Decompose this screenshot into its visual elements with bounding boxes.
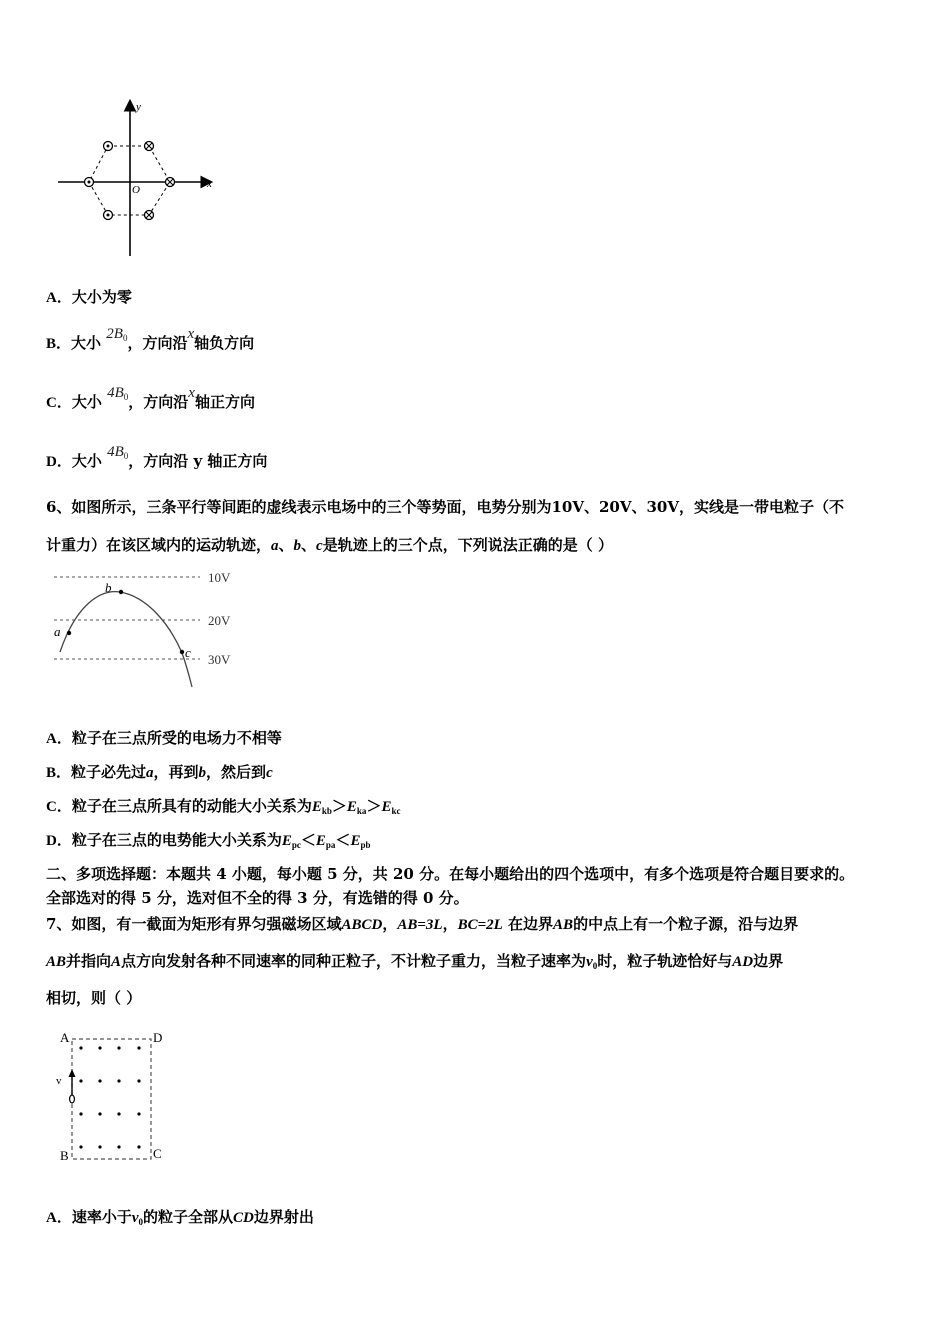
q6-stem-line1: 6、如图所示，三条平行等间距的虚线表示电场中的三个等势面，电势分别为10V、20V、30V，实线是一带电粒子（不 (46, 498, 844, 516)
velocity-label: v (56, 1075, 62, 1087)
q5-option-c[interactable] (46, 385, 255, 414)
q7-stem-line3: 相切，则（ ） (46, 989, 142, 1007)
label-10v: 10V (208, 570, 231, 585)
q7-stem-line2: AB并指向A点方向发射各种不同速率的同种正粒子，不计粒子重力，当粒子速率为$v_0$时，粒子轨迹恰好与AD边界 (46, 952, 784, 971)
option-letter: D． (46, 454, 72, 470)
particle-source (70, 1095, 75, 1103)
label-b: b (105, 580, 112, 595)
corner-d: D (153, 1030, 163, 1045)
q7-option-a[interactable]: A．速率小于$v_0$的粒子全部从CD边界射出 (46, 1208, 314, 1227)
q5-option-a[interactable] (46, 287, 132, 308)
option-text-pre: 大小 (71, 334, 102, 352)
field-dots (79, 1046, 140, 1148)
current-out-top-left (104, 142, 113, 151)
magnitude-4b0: $4B_0$ (107, 385, 129, 402)
axis-x-symbol: x (188, 385, 195, 401)
q5-option-d[interactable] (46, 444, 268, 473)
option-text-pre: 大小 (71, 393, 102, 411)
option-text: 大小为零 (71, 288, 132, 306)
x-axis-label: x (207, 178, 212, 190)
label-a: a (54, 624, 61, 639)
axis-x-symbol: x (187, 326, 195, 342)
current-in-right (166, 178, 175, 187)
label-c: c (185, 645, 191, 660)
point-c (180, 650, 184, 654)
option-text-mid: ，方向沿 (128, 393, 189, 411)
q5-option-b[interactable] (46, 326, 255, 355)
q6-option-b[interactable]: B．粒子必先过a，再到b，然后到c (46, 763, 273, 781)
particle-trajectory (60, 592, 192, 687)
q7-stem-line1: 7、如图，有一截面为矩形有界匀强磁场区域ABCD，AB=3L，BC=2L 在边界AB的中点上有一个粒子源，沿与边界 (46, 915, 799, 933)
hexagon-current-figure (50, 96, 225, 261)
option-text-mid: ，方向沿 y 轴正方向 (128, 452, 268, 470)
field-boundary (72, 1039, 151, 1159)
q6-option-a[interactable]: A．粒子在三点所受的电场力不相等 (46, 729, 282, 747)
label-30v: 30V (208, 652, 231, 667)
y-axis-label: y (136, 101, 141, 113)
corner-c: C (153, 1146, 162, 1161)
point-b (119, 590, 123, 594)
q6-option-d[interactable]: D．粒子在三点的电势能大小关系为$E_{pc}<E_{pa}<E_{pb}$ (46, 831, 371, 850)
option-letter: A． (46, 290, 72, 306)
point-a (67, 631, 71, 635)
current-out-bottom-left (104, 211, 113, 220)
corner-a: A (60, 1030, 70, 1045)
option-text-post: 轴正方向 (194, 393, 255, 411)
magnetic-field-rectangle-figure (55, 1027, 175, 1167)
option-letter: B． (46, 336, 72, 352)
magnitude-2b0: $2B_0$ (106, 326, 128, 343)
origin-label: O (132, 184, 140, 196)
q6-stem-line2: 计重力）在该区域内的运动轨迹，a、b、c是轨迹上的三个点，下列说法正确的是（ ） (46, 536, 613, 554)
q6-option-c[interactable]: C．粒子在三点所具有的动能大小关系为$E_{kb}>E_{ka}>E_{kc}$ (46, 797, 401, 816)
current-in-bottom-right (145, 211, 154, 220)
section2-line1: 二、多项选择题：本题共 4 小题，每小题 5 分，共 20 分。在每小题给出的四个选项中，有多个选项是符合题目要求的。 (46, 865, 855, 883)
current-out-left (85, 178, 94, 187)
magnitude-4b0: $4B_0$ (107, 444, 129, 461)
velocity-arrow-head (69, 1069, 76, 1077)
current-in-top-right (145, 142, 154, 151)
option-letter: C． (46, 395, 72, 411)
option-text-pre: 大小 (71, 452, 102, 470)
equipotential-figure (48, 565, 248, 690)
option-text-post: 轴负方向 (194, 334, 255, 352)
section2-line2: 全部选对的得 5 分，选对但不全的得 3 分，有选错的得 0 分。 (46, 889, 469, 907)
label-20v: 20V (208, 613, 231, 628)
corner-b: B (60, 1148, 69, 1163)
option-text-mid: ，方向沿 (127, 334, 188, 352)
